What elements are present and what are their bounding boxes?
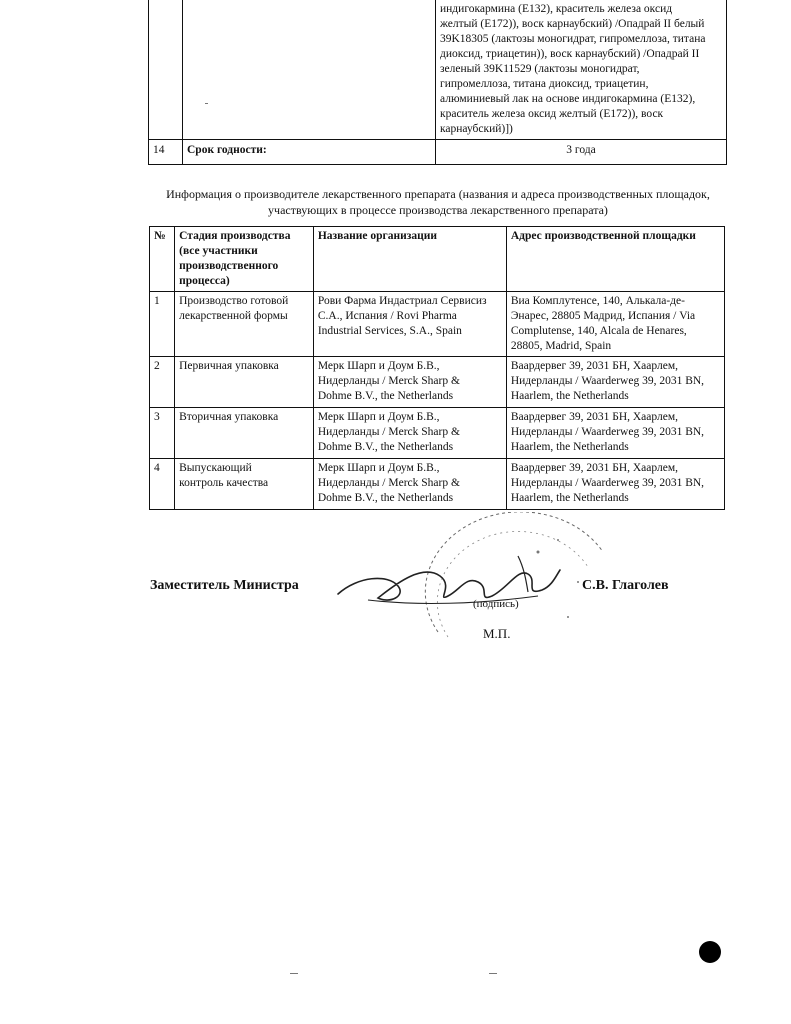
composition-line: 39K18305 (лактозы моногидрат, гипромеллоза, титана — [440, 33, 706, 45]
row-organization — [313, 292, 506, 357]
table-row — [150, 357, 725, 408]
row-organization — [313, 408, 506, 459]
row-stage — [175, 408, 314, 459]
header-stage — [175, 227, 314, 292]
row-address-line: Ваардервег 39, 2031 БН, Хаарлем, — [510, 360, 678, 372]
header-address: Адрес производственной площадки — [506, 227, 724, 292]
shelf-life-label: Срок годности: — [183, 140, 436, 165]
signer-name: С.В. Глаголев — [582, 578, 669, 593]
row-stage-line: Вторичная упаковка — [179, 411, 279, 423]
row-address-line: Нидерланды / Waarderweg 39, 2031 BN, — [510, 426, 705, 438]
row-organization — [313, 357, 506, 408]
table-row — [149, 140, 727, 165]
table-header-row — [150, 227, 725, 292]
row-address-line: Нидерланды / Waarderweg 39, 2031 BN, — [510, 477, 705, 489]
composition-line: гипромеллоза, титана диоксид, триацетин, — [440, 78, 649, 90]
row-address — [506, 459, 724, 510]
scan-speck — [205, 103, 208, 104]
row-organization-line: Dohme B.V., the Netherlands — [317, 390, 454, 402]
row-organization-line: Нидерланды / Merck Sharp & — [317, 375, 460, 387]
header-stage-line: (все участники — [179, 245, 258, 257]
header-stage-line: Стадия производства — [179, 230, 291, 242]
row-address-line: Ваардервег 39, 2031 БН, Хаарлем, — [510, 411, 678, 423]
composition-line: алюминиевый лак на основе индигокармина (E132), — [440, 93, 696, 105]
row-organization-line: Мерк Шарп и Доум Б.В., — [317, 360, 440, 372]
row-number: 4 — [150, 459, 175, 510]
row-stage — [175, 292, 314, 357]
manufacturer-table — [149, 226, 725, 510]
row-address-line: Haarlem, the Netherlands — [510, 441, 629, 453]
row-address-line: Энарес, 28805 Мадрид, Испания / Via — [510, 310, 696, 322]
scan-speck — [290, 973, 298, 974]
row-number-cell — [149, 0, 183, 140]
row-stage — [175, 357, 314, 408]
row-organization-line: Dohme B.V., the Netherlands — [317, 492, 454, 504]
header-stage-line: производственного — [179, 260, 279, 272]
table-row — [150, 459, 725, 510]
row-number: 2 — [150, 357, 175, 408]
row-stage-line: Выпускающий — [179, 462, 252, 474]
header-stage-line: процесса) — [179, 275, 230, 287]
row-address-line: Ваардервег 39, 2031 БН, Хаарлем, — [510, 462, 678, 474]
table-row — [149, 0, 727, 140]
manufacturer-info-heading — [140, 186, 736, 218]
row-organization-line: Dohme B.V., the Netherlands — [317, 441, 454, 453]
row-organization-line: Нидерланды / Merck Sharp & — [317, 477, 460, 489]
handwritten-signature — [328, 546, 568, 616]
composition-line: желтый (E172)), воск карнаубский) /Опадрай II белый — [440, 18, 705, 30]
signature-block — [150, 560, 710, 660]
row-stage-line: контроль качества — [179, 477, 269, 489]
composition-line: карнаубский)]) — [440, 123, 513, 135]
row-stage-line: Первичная упаковка — [179, 360, 279, 372]
row-address — [506, 408, 724, 459]
row-address — [506, 357, 724, 408]
row-organization-line: Industrial Services, S.A., Spain — [317, 325, 462, 337]
table-row — [150, 408, 725, 459]
row-organization-line: С.А., Испания / Rovi Pharma — [317, 310, 457, 322]
shelf-life-number: 14 — [149, 140, 183, 165]
row-address-line: 28805, Madrid, Spain — [510, 340, 612, 352]
signature-caption: (подпись) — [473, 598, 519, 610]
row-label-cell — [183, 0, 436, 140]
row-organization-line: Нидерланды / Merck Sharp & — [317, 426, 460, 438]
composition-line: индигокармина (E132), краситель железа оксид — [440, 3, 673, 15]
header-number: № — [150, 227, 175, 292]
composition-cell — [436, 0, 727, 140]
row-organization-line: Рови Фарма Индастриал Сервисиз — [317, 295, 487, 307]
composition-line: диоксид, триацетин)), воск карнаубский) /Опадрай II — [440, 48, 700, 60]
row-address-line: Haarlem, the Netherlands — [510, 390, 629, 402]
row-stage-line: лекарственной формы — [179, 310, 288, 322]
composition-table — [148, 0, 727, 165]
row-number: 1 — [150, 292, 175, 357]
stamp-caption: М.П. — [483, 626, 511, 641]
row-address — [506, 292, 724, 357]
row-address-line: Виа Комплутенсе, 140, Алькала-де- — [510, 295, 685, 307]
manufacturer-info-line: участвующих в процессе производства лекарственного препарата) — [268, 203, 608, 217]
row-stage — [175, 459, 314, 510]
header-organization: Название организации — [313, 227, 506, 292]
composition-line: краситель железа оксид желтый (E172)), воск — [440, 108, 664, 120]
composition-line: зеленый 39K11529 (лактозы моногидрат, — [440, 63, 640, 75]
row-organization-line: Мерк Шарп и Доум Б.В., — [317, 411, 440, 423]
manufacturer-info-line: Информация о производителе лекарственного препарата (названия и адреса производственных площадок, — [166, 187, 710, 201]
position-title: Заместитель Министра — [150, 578, 299, 593]
row-organization — [313, 459, 506, 510]
row-organization-line: Мерк Шарп и Доум Б.В., — [317, 462, 440, 474]
shelf-life-value: 3 года — [436, 140, 727, 165]
scan-speck — [489, 973, 497, 974]
black-dot-mark — [699, 941, 721, 963]
row-address-line: Complutense, 140, Alcala de Henares, — [510, 325, 687, 337]
row-address-line: Haarlem, the Netherlands — [510, 492, 629, 504]
row-number: 3 — [150, 408, 175, 459]
table-row — [150, 292, 725, 357]
row-address-line: Нидерланды / Waarderweg 39, 2031 BN, — [510, 375, 705, 387]
row-stage-line: Производство готовой — [179, 295, 289, 307]
